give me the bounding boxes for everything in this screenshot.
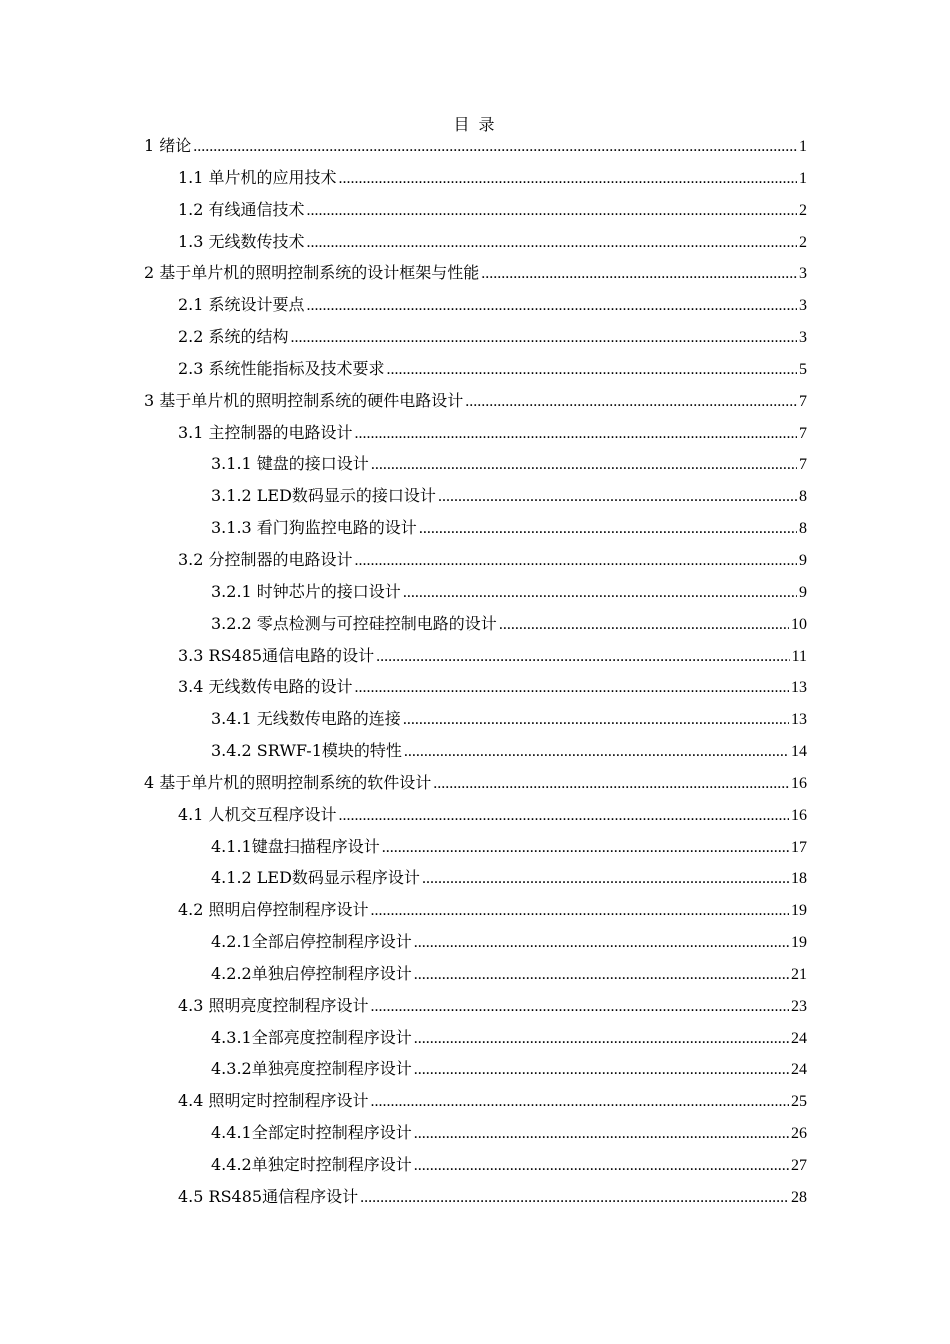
toc-entry[interactable] — [144, 576, 807, 608]
toc-entry-title: 4 基于单片机的照明控制系统的软件设计 — [144, 772, 432, 792]
toc-entry[interactable] — [144, 257, 807, 289]
toc-leader-dots — [499, 609, 789, 641]
toc-entry[interactable] — [144, 130, 807, 162]
toc-entry-title: 4.4.1全部定时控制程序设计 — [211, 1123, 412, 1143]
toc-entry-title: 1 绪论 — [144, 136, 192, 155]
toc-entry-title: 2 基于单片机的照明控制系统的设计框架与性能 — [144, 263, 480, 283]
toc-entry[interactable] — [144, 1022, 807, 1054]
toc-entry[interactable] — [144, 353, 807, 385]
toc-entry-title: 4.3.2单独亮度控制程序设计 — [211, 1059, 412, 1079]
toc-leader-dots — [419, 513, 797, 545]
toc-page-number: 3 — [799, 329, 807, 347]
toc-entry-title: 2.1 系统设计要点 — [178, 295, 305, 315]
toc-leader-dots — [422, 863, 789, 895]
toc-page-number: 25 — [791, 1093, 807, 1111]
toc-page-number: 13 — [791, 711, 807, 729]
toc-page-number: 13 — [791, 679, 807, 697]
toc-entry[interactable] — [144, 512, 807, 544]
toc-page-number: 16 — [791, 806, 807, 824]
toc-leader-dots — [414, 927, 789, 959]
toc-leader-dots — [403, 577, 797, 609]
toc-entry[interactable] — [144, 1053, 807, 1085]
toc-page-number: 21 — [791, 965, 807, 983]
toc-page-number: 17 — [791, 838, 807, 856]
toc-page-number: 11 — [791, 647, 807, 665]
toc-page-number: 7 — [799, 456, 807, 474]
toc-entry-title: 4.2.2单独启停控制程序设计 — [211, 963, 412, 983]
toc-leader-dots — [193, 131, 797, 163]
toc-page-number: 2 — [799, 233, 807, 251]
toc-entry[interactable] — [144, 448, 807, 480]
toc-entry[interactable] — [144, 990, 807, 1022]
toc-entry-title: 1.3 无线数传技术 — [178, 231, 305, 251]
toc-entry[interactable] — [144, 417, 807, 449]
toc-page-number: 1 — [799, 169, 807, 187]
toc-page-number: 19 — [791, 934, 807, 952]
toc-page-number: 9 — [799, 583, 807, 601]
toc-leader-dots — [414, 1150, 789, 1182]
toc-page-number: 9 — [799, 551, 807, 569]
toc-entry[interactable] — [144, 1149, 807, 1181]
toc-entry[interactable] — [144, 958, 807, 990]
toc-entry-title: 4.1.2 LED数码显示程序设计 — [211, 868, 420, 888]
toc-entry-title: 3.1.3 看门狗监控电路的设计 — [211, 518, 417, 538]
toc-leader-dots — [438, 481, 797, 513]
toc-entry-title: 3.1 主控制器的电路设计 — [178, 422, 353, 442]
toc-page-number: 14 — [791, 743, 807, 761]
toc-entry-title: 4.1 人机交互程序设计 — [178, 804, 337, 824]
toc-entry-title: 3.1.1 键盘的接口设计 — [211, 454, 369, 474]
toc-leader-dots — [371, 1086, 789, 1118]
toc-leader-dots — [355, 418, 797, 450]
toc-entry[interactable] — [144, 767, 807, 799]
toc-page-number: 24 — [791, 1029, 807, 1047]
toc-page-number: 3 — [799, 265, 807, 283]
toc-entry[interactable] — [144, 1085, 807, 1117]
toc-page-number: 2 — [799, 201, 807, 219]
toc-leader-dots — [360, 1182, 789, 1214]
toc-leader-dots — [291, 322, 797, 354]
toc-entry[interactable] — [144, 480, 807, 512]
toc-page-number: 8 — [799, 520, 807, 538]
toc-page-number: 5 — [799, 360, 807, 378]
toc-entry-title: 3.4.1 无线数传电路的连接 — [211, 709, 401, 729]
toc-entry-title: 2.2 系统的结构 — [178, 327, 289, 347]
toc-leader-dots — [404, 736, 789, 768]
toc-leader-dots — [355, 545, 797, 577]
toc-entry[interactable] — [144, 226, 807, 258]
toc-leader-dots — [371, 449, 797, 481]
toc-entry-title: 2.3 系统性能指标及技术要求 — [178, 358, 385, 378]
toc-leader-dots — [414, 1118, 789, 1150]
toc-entry-title: 3.2.1 时钟芯片的接口设计 — [211, 581, 401, 601]
toc-entry[interactable] — [144, 608, 807, 640]
toc-page-number: 8 — [799, 488, 807, 506]
toc-leader-dots — [339, 163, 797, 195]
toc-entry-title: 3.4 无线数传电路的设计 — [178, 677, 353, 697]
toc-entry-title: 3.4.2 SRWF-1模块的特性 — [211, 741, 402, 761]
toc-page-number: 19 — [791, 902, 807, 920]
toc-page-number: 24 — [791, 1061, 807, 1079]
toc-page-number: 1 — [799, 138, 807, 155]
toc-page-number: 10 — [791, 615, 807, 633]
toc-entry[interactable] — [144, 544, 807, 576]
toc-entry-title: 1.1 单片机的应用技术 — [178, 167, 337, 187]
toc-entry-title: 4.3.1全部亮度控制程序设计 — [211, 1027, 412, 1047]
toc-entry[interactable] — [144, 194, 807, 226]
toc-entry-title: 4.2.1全部启停控制程序设计 — [211, 932, 412, 952]
toc-page-number: 16 — [791, 774, 807, 792]
toc-page-number: 3 — [799, 297, 807, 315]
toc-entry[interactable] — [144, 799, 807, 831]
toc-entry[interactable] — [144, 703, 807, 735]
toc-leader-dots — [371, 895, 789, 927]
toc-entry-title: 4.5 RS485通信程序设计 — [178, 1186, 359, 1206]
toc-leader-dots — [355, 672, 789, 704]
toc-entry[interactable] — [144, 671, 807, 703]
toc-leader-dots — [307, 290, 797, 322]
toc-entry[interactable] — [144, 1117, 807, 1149]
toc-leader-dots — [414, 1054, 789, 1086]
toc-entry[interactable] — [144, 640, 807, 672]
toc-entry[interactable] — [144, 735, 807, 767]
toc-entry[interactable] — [144, 1181, 807, 1213]
toc-title: 目 录 — [453, 115, 497, 134]
toc-leader-dots — [481, 258, 797, 290]
toc-leader-dots — [414, 1023, 789, 1055]
toc-entry-title: 4.3 照明亮度控制程序设计 — [178, 995, 369, 1015]
toc-leader-dots — [414, 959, 789, 991]
toc-page-number: 23 — [791, 997, 807, 1015]
toc-entry-title: 4.1.1键盘扫描程序设计 — [211, 836, 380, 856]
toc-entry[interactable] — [144, 894, 807, 926]
toc-page-number: 27 — [791, 1157, 807, 1174]
toc-entry-title: 4.4 照明定时控制程序设计 — [178, 1091, 369, 1111]
toc-entry[interactable] — [144, 926, 807, 958]
toc-leader-dots — [403, 704, 789, 736]
toc-entry-title: 1.2 有线通信技术 — [178, 199, 305, 219]
toc-entry-title: 4.2 照明启停控制程序设计 — [178, 900, 369, 920]
toc-page-number: 28 — [791, 1188, 807, 1206]
toc-leader-dots — [387, 354, 797, 386]
toc-entry-title: 3.1.2 LED数码显示的接口设计 — [211, 486, 436, 506]
toc-leader-dots — [382, 832, 789, 864]
toc-entry[interactable] — [144, 321, 807, 353]
toc-leader-dots — [465, 386, 797, 418]
toc-entry-title: 4.4.2单独定时控制程序设计 — [211, 1155, 412, 1174]
toc-entry-title: 3.2.2 零点检测与可控硅控制电路的设计 — [211, 613, 497, 633]
toc-leader-dots — [371, 991, 789, 1023]
toc-leader-dots — [376, 641, 790, 673]
table-of-contents — [144, 130, 807, 1213]
toc-entry-title: 3.2 分控制器的电路设计 — [178, 549, 353, 569]
toc-leader-dots — [307, 227, 797, 259]
toc-page-number: 7 — [799, 424, 807, 442]
toc-entry[interactable] — [144, 831, 807, 863]
toc-entry[interactable] — [144, 162, 807, 194]
toc-leader-dots — [433, 768, 789, 800]
toc-entry[interactable] — [144, 385, 807, 417]
toc-entry-title: 3.3 RS485通信电路的设计 — [178, 645, 375, 665]
toc-leader-dots — [339, 800, 789, 832]
toc-page-number: 26 — [791, 1125, 807, 1143]
toc-entry[interactable] — [144, 862, 807, 894]
toc-page-number: 18 — [791, 870, 807, 888]
toc-entry-title: 3 基于单片机的照明控制系统的硬件电路设计 — [144, 390, 464, 410]
toc-entry[interactable] — [144, 289, 807, 321]
toc-page-number: 7 — [799, 392, 807, 410]
toc-leader-dots — [307, 195, 797, 227]
